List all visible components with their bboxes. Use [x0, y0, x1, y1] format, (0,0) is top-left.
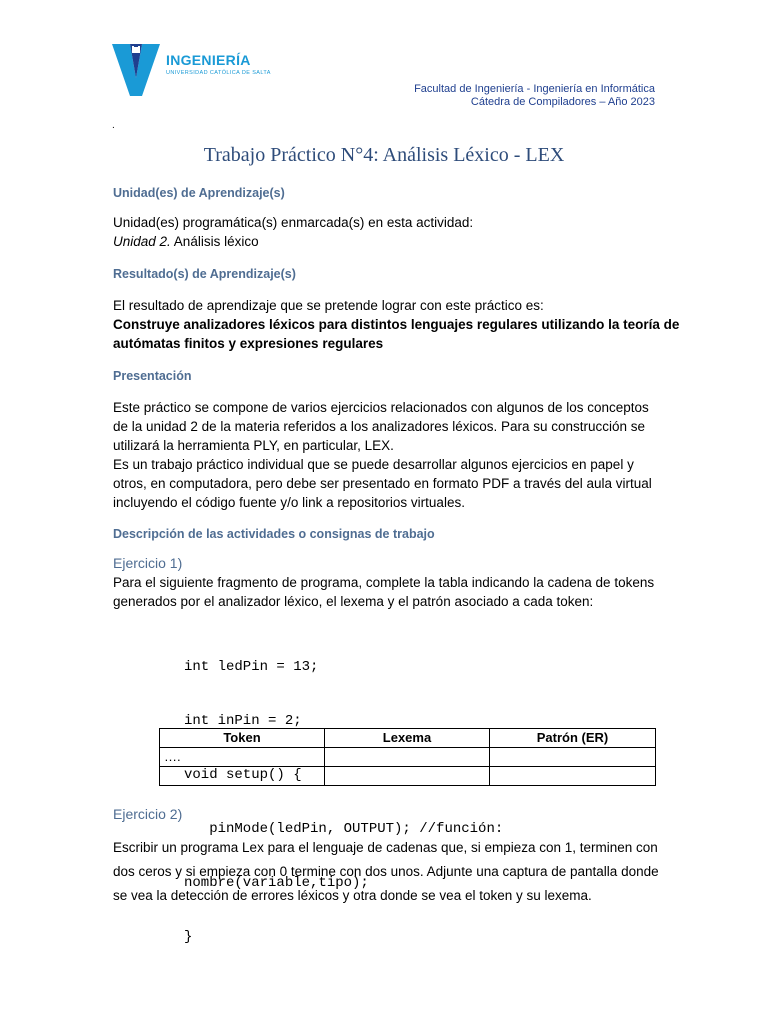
- ejercicio1-text: [113, 573, 673, 611]
- heading-presentacion: Presentación: [113, 369, 192, 383]
- table-header-token: Token: [160, 729, 325, 748]
- ejercicio2-heading: Ejercicio 2): [113, 806, 183, 822]
- ejercicio1-line: generados por el analizador léxico, el lexema y el patrón asociado a cada token:: [113, 594, 594, 609]
- table-row: [160, 748, 656, 767]
- code-line: pinMode(ledPin, OUTPUT); //función:: [184, 821, 504, 837]
- presentacion-line: de la unidad 2 de la materia referidos a los analizadores léxicos. Para su construcción se: [113, 419, 646, 434]
- page-title: Trabajo Práctico N°4: Análisis Léxico - LEX: [203, 144, 565, 166]
- presentacion-line: utilizará la herramienta PLY, en particular, LEX.: [113, 438, 394, 453]
- code-line: nombre(variable,tipo);: [184, 875, 369, 891]
- resultados-bold-2: autómatas finitos y expresiones regulares: [113, 336, 384, 351]
- logo-title: INGENIERÍA: [166, 52, 251, 68]
- ejercicio1-heading: Ejercicio 1): [113, 555, 183, 571]
- table-cell: [160, 767, 325, 786]
- ejercicio2-line: dos ceros y si empieza con 0 termine con dos unos. Adjunte una captura de pantalla donde: [113, 864, 659, 879]
- resultados-text: [113, 296, 680, 353]
- table-cell: ….: [160, 748, 325, 767]
- table-header-lexema: Lexema: [325, 729, 490, 748]
- table-header-row: [160, 729, 656, 748]
- presentacion-line: Es un trabajo práctico individual que se puede desarrollar algunos ejercicios en papel y: [113, 457, 634, 472]
- stray-mark: .: [112, 120, 115, 131]
- faculty-line: Facultad de Ingeniería - Ingeniería en Informática: [414, 83, 655, 95]
- logo-subtitle: UNIVERSIDAD CATÓLICA DE SALTA: [166, 70, 271, 76]
- unidades-text: [113, 213, 661, 251]
- heading-resultados: Resultado(s) de Aprendizaje(s): [113, 267, 296, 281]
- table-header-patron: Patrón (ER): [490, 729, 656, 748]
- table-row: [160, 767, 656, 786]
- unidades-line1: Unidad(es) programática(s) enmarcada(s) en esta actividad:: [113, 215, 474, 230]
- token-table: [159, 728, 656, 786]
- header-info: [414, 83, 655, 109]
- ejercicio2-line: Escribir un programa Lex para el lenguaje de cadenas que, si empieza con 1, terminen con: [113, 840, 658, 855]
- ejercicio2-line: se vea la detección de errores léxicos y otra donde se vea el token y su lexema.: [113, 888, 592, 903]
- ucasal-logo-icon: [112, 44, 160, 98]
- code-line: int ledPin = 13;: [184, 659, 319, 675]
- presentacion-line: otros, en computadora, pero debe ser presentado en formato PDF a través del aula virtual: [113, 476, 652, 491]
- table-cell: [325, 767, 490, 786]
- ejercicio2-text: [113, 836, 673, 908]
- logo-text: [166, 52, 271, 77]
- table-cell: [490, 767, 656, 786]
- heading-unidades: Unidad(es) de Aprendizaje(s): [113, 186, 285, 200]
- resultados-bold-1: Construye analizadores léxicos para distintos lenguajes regulares utilizando la teoría de: [113, 317, 680, 332]
- code-line: int inPin = 2;: [184, 713, 302, 729]
- presentacion-text: [113, 398, 673, 512]
- heading-descripcion: Descripción de las actividades o consignas de trabajo: [113, 527, 435, 541]
- presentacion-line: incluyendo el código fuente y/o link a repositorios virtuales.: [113, 495, 465, 510]
- unidad-topic: Análisis léxico: [170, 234, 259, 249]
- table-cell: [325, 748, 490, 767]
- code-line: }: [184, 929, 193, 945]
- resultados-intro: El resultado de aprendizaje que se pretende lograr con este práctico es:: [113, 298, 544, 313]
- ejercicio1-line: Para el siguiente fragmento de programa, complete la tabla indicando la cadena de tokens: [113, 575, 655, 590]
- unidad-label: Unidad 2.: [113, 234, 171, 249]
- table-cell: [490, 748, 656, 767]
- chair-line: Cátedra de Compiladores – Año 2023: [470, 96, 655, 108]
- presentacion-line: Este práctico se compone de varios ejercicios relacionados con algunos de los conceptos: [113, 400, 649, 415]
- code-line: void setup() {: [184, 767, 302, 783]
- code-block: [184, 622, 503, 964]
- unidades-line2: [113, 232, 661, 251]
